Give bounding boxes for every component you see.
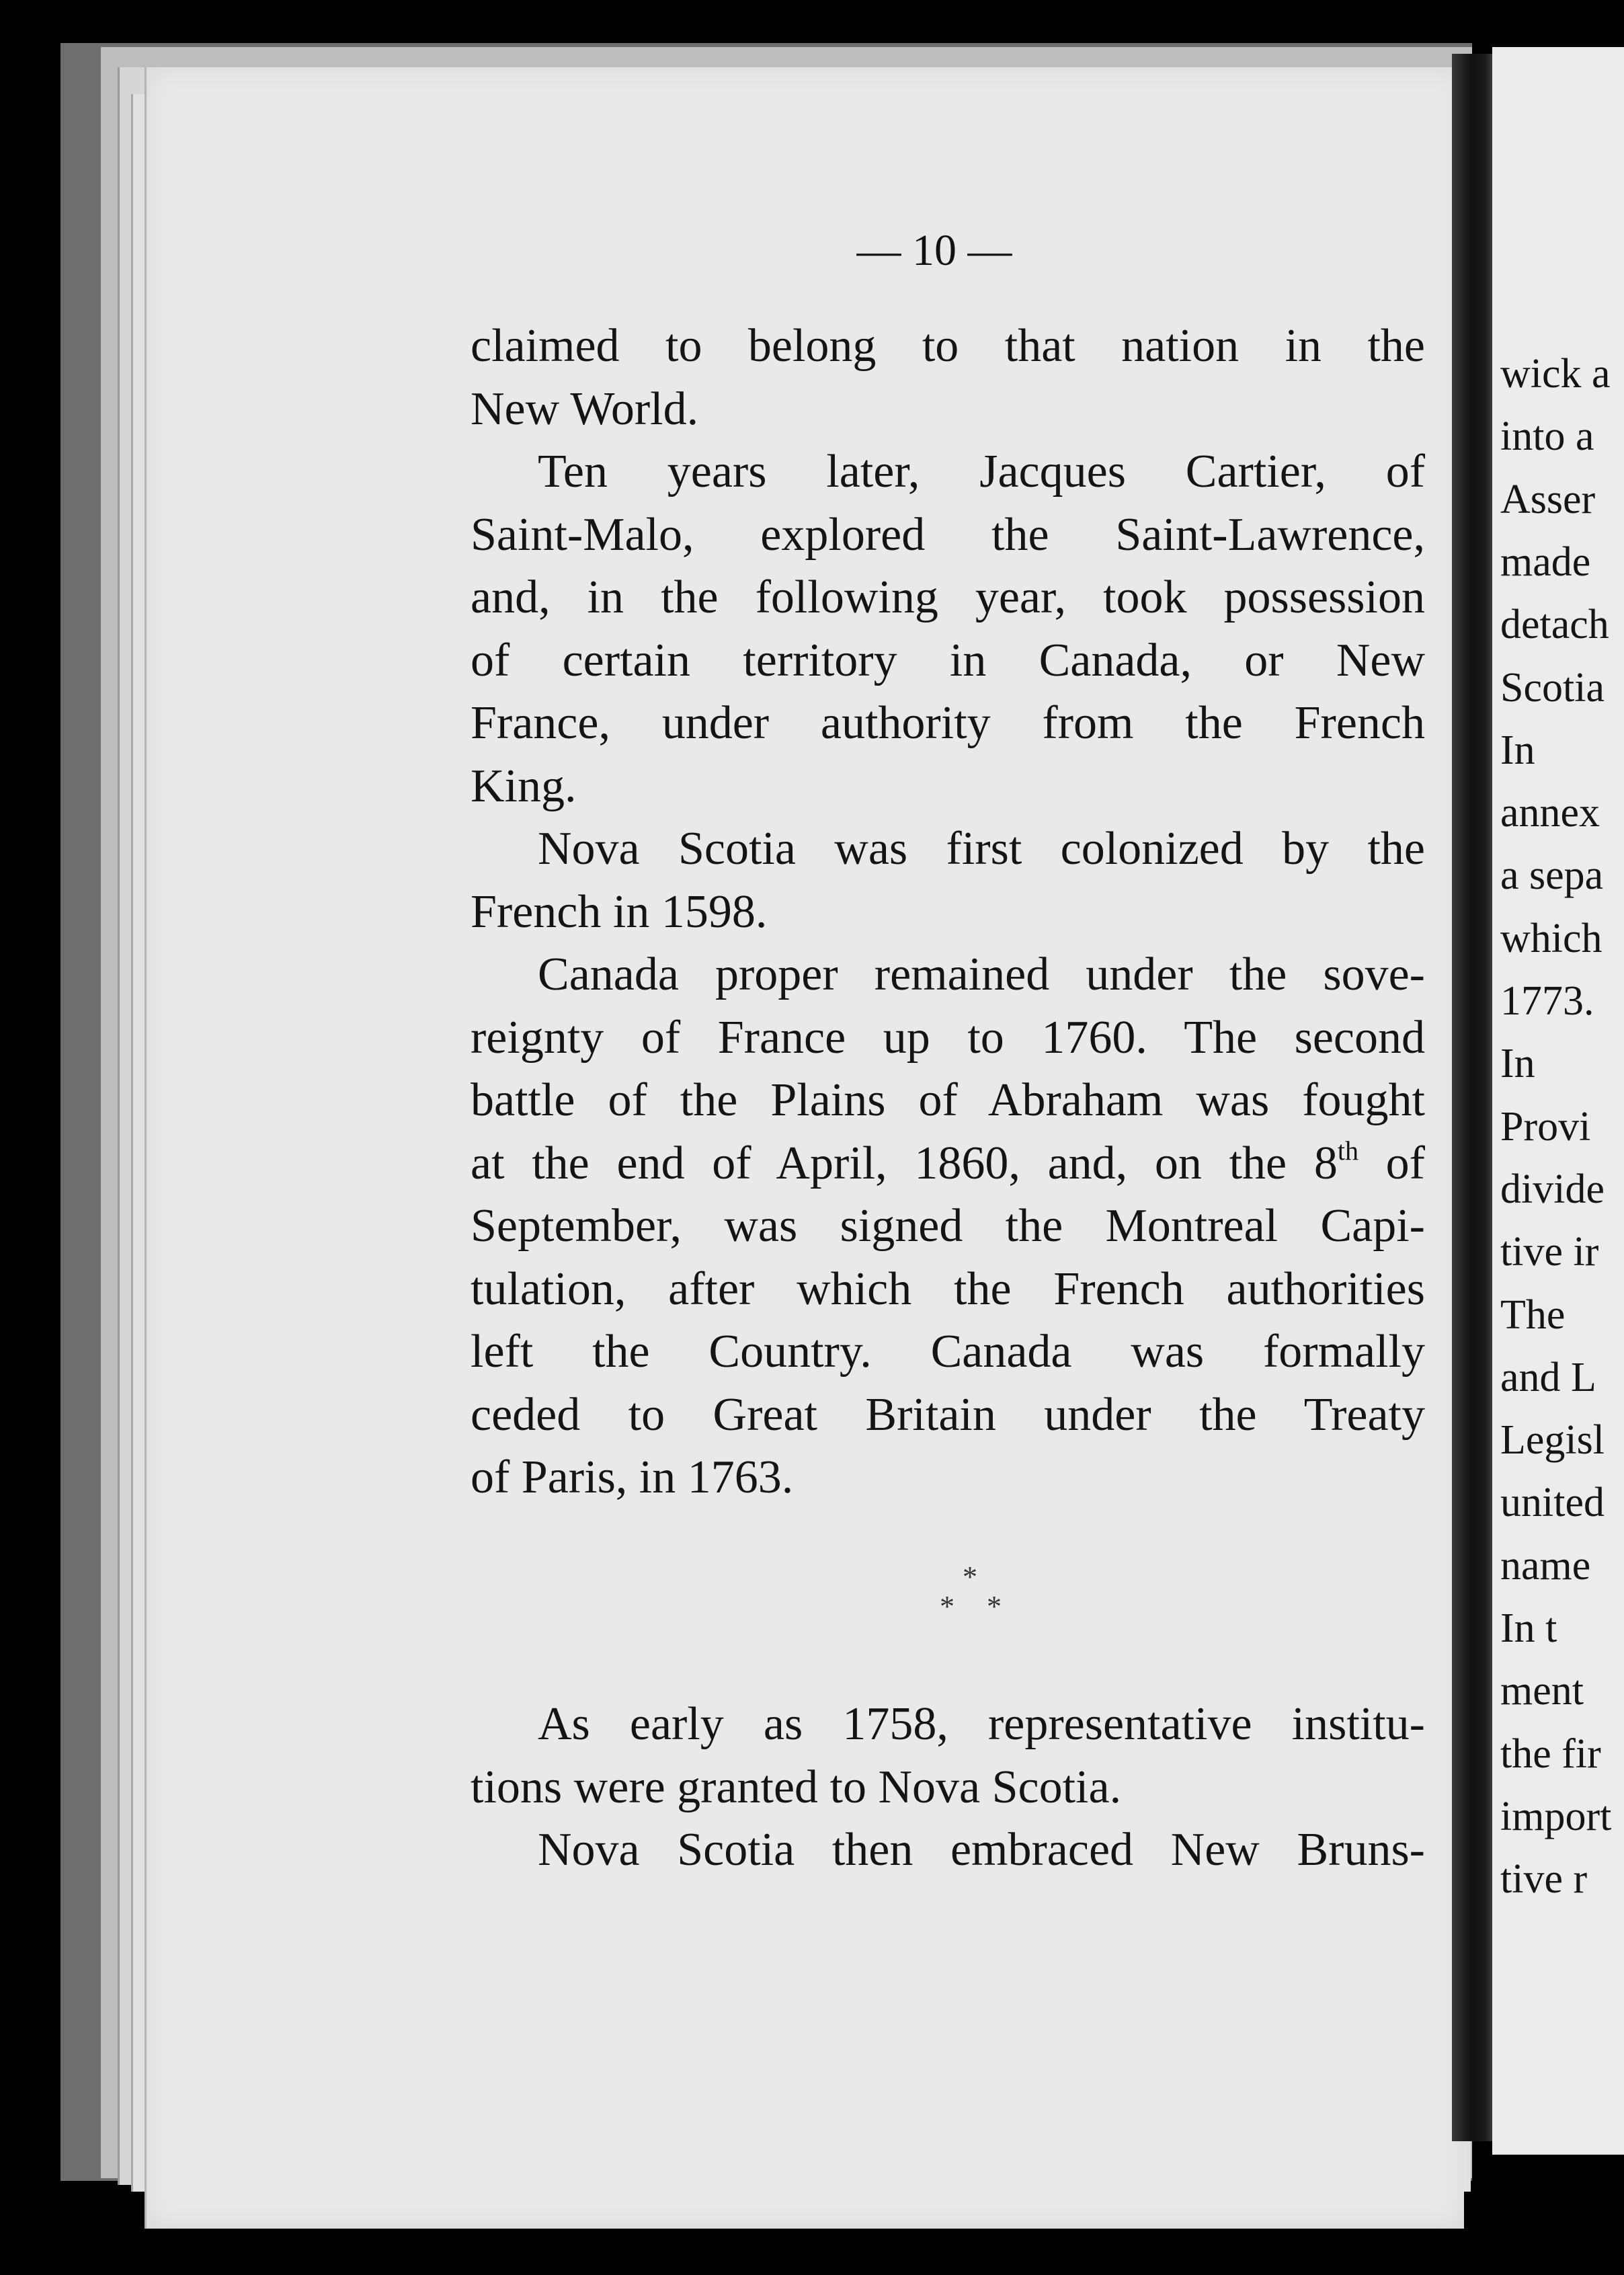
text-run: tions were granted to Nova Scotia. — [471, 1761, 1122, 1813]
text-run: reignty of France up to 1760. The second — [471, 1011, 1425, 1064]
text-line — [471, 508, 1425, 561]
text-run: tulation, after which the French authorities — [471, 1263, 1425, 1315]
text-line — [471, 760, 1425, 812]
text-line — [471, 320, 1425, 372]
facing-page-line: annex — [1500, 790, 1600, 836]
page-number: — 10 — — [856, 226, 1012, 275]
facing-page-line: a sepa — [1500, 852, 1604, 899]
superscript: th — [1337, 1135, 1358, 1166]
text-line — [538, 448, 1425, 495]
lower-text-block — [471, 1698, 1438, 1890]
text-line — [471, 697, 1425, 749]
main-text-block — [471, 320, 1438, 1517]
text-run: of Paris, in 1763. — [471, 1451, 794, 1503]
text-line — [471, 1326, 1425, 1378]
facing-page-line: In — [1500, 1041, 1535, 1087]
text-run: September, was signed the Montreal Capi- — [471, 1200, 1425, 1252]
text-line — [471, 571, 1425, 623]
text-line — [471, 1074, 1425, 1126]
text-run: left the Country. Canada was formally — [471, 1326, 1425, 1378]
facing-page-line: tive ir — [1500, 1229, 1599, 1275]
text-line — [471, 885, 1425, 938]
facing-page-line: Legisl — [1500, 1417, 1605, 1464]
text-run: As early as 1758, representative institu- — [538, 1698, 1425, 1750]
facing-page-line: the fir — [1500, 1730, 1601, 1777]
text-run: Nova Scotia then embraced New Bruns- — [538, 1824, 1425, 1876]
text-run: King. — [471, 760, 577, 812]
facing-page-line: 1773. — [1500, 978, 1594, 1024]
text-line — [538, 1824, 1425, 1876]
facing-page-line: Asser — [1500, 476, 1596, 522]
text-run: Nova Scotia was first colonized by the — [538, 823, 1425, 875]
facing-page-line: import — [1500, 1793, 1612, 1839]
text-run: battle of the Plains of Abraham was fought — [471, 1074, 1425, 1126]
text-run: of — [1358, 1137, 1425, 1189]
text-line — [538, 823, 1425, 875]
facing-page-line: In t — [1500, 1605, 1557, 1651]
facing-page-line: which — [1500, 915, 1602, 961]
text-line — [471, 1388, 1425, 1441]
text-line — [471, 383, 1425, 435]
asterisk: * — [987, 1590, 1002, 1623]
text-run: French in 1598. — [471, 885, 768, 938]
text-run: Canada proper remained under the sove- — [538, 949, 1425, 1000]
facing-page-line: name — [1500, 1542, 1591, 1589]
asterisk: * — [940, 1590, 955, 1623]
text-run: and, in the following year, took possession — [471, 571, 1425, 623]
text-line — [471, 1135, 1425, 1189]
text-line — [471, 1200, 1425, 1252]
facing-page-line: tive r — [1500, 1856, 1588, 1903]
text-run: Saint-Malo, explored the Saint-Lawrence, — [471, 508, 1425, 561]
facing-page-line: Scotia — [1500, 664, 1605, 711]
text-line — [471, 1011, 1425, 1064]
text-run: of certain territory in Canada, or New — [471, 634, 1425, 686]
text-line — [471, 1263, 1425, 1315]
text-line — [538, 1698, 1425, 1750]
text-line — [471, 1451, 1425, 1503]
asterism-separator — [934, 1560, 1015, 1634]
facing-page-line: detach — [1500, 602, 1609, 648]
text-run: Ten years later, Jacques Cartier, of — [538, 446, 1425, 497]
facing-page-line: divide — [1500, 1166, 1605, 1212]
text-run: at the end of April, 1860, and, on the 8 — [471, 1137, 1338, 1189]
facing-page-line: united — [1500, 1480, 1605, 1526]
text-line — [538, 951, 1425, 998]
text-line — [471, 1761, 1425, 1813]
facing-page-line: ment — [1500, 1668, 1584, 1714]
text-run: claimed to belong to that nation in the — [471, 320, 1425, 372]
text-run: France, under authority from the French — [471, 697, 1425, 749]
facing-page-line: wick a — [1500, 351, 1611, 397]
facing-page-line: Provi — [1500, 1103, 1591, 1150]
text-run: ceded to Great Britain under the Treaty — [471, 1388, 1425, 1441]
facing-page-line: into a — [1500, 413, 1594, 460]
facing-page-line: and L — [1500, 1354, 1596, 1400]
text-run: New World. — [471, 383, 699, 435]
asterisk: * — [963, 1560, 977, 1593]
text-line — [471, 634, 1425, 686]
facing-page — [1492, 47, 1624, 2155]
facing-page-line: In — [1500, 727, 1535, 773]
facing-page-line: made — [1500, 538, 1591, 585]
facing-page-line: The — [1500, 1291, 1566, 1338]
